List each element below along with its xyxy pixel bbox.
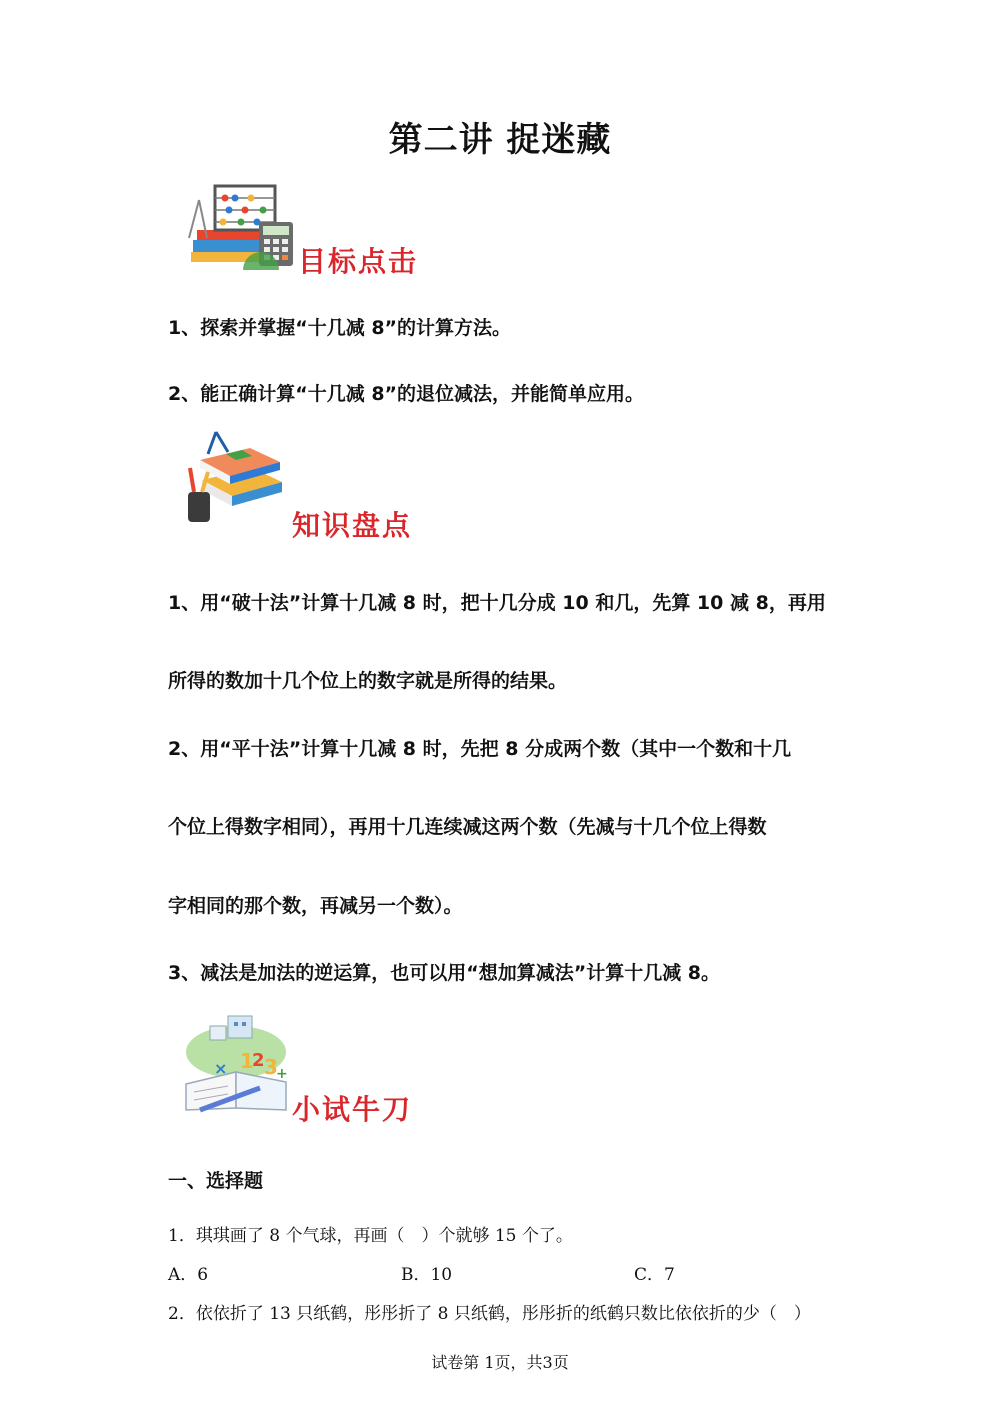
abacus-books-calculator-icon: [185, 180, 300, 272]
question-1-option-b: B．10: [401, 1265, 453, 1285]
question-1-option-c: C．7: [634, 1265, 675, 1285]
svg-text:2: 2: [252, 1050, 265, 1071]
question-1: 1．琪琪画了 8 个气球，再画（ ）个就够 15 个了。: [168, 1226, 573, 1246]
question-section-heading: 一、选择题: [168, 1170, 264, 1192]
page-title: 第二讲 捉迷藏: [388, 120, 612, 160]
svg-text:+: +: [276, 1066, 288, 1082]
knowledge-line-4: 个位上得数字相同），再用十几连续减这两个数（先减与十几个位上得数: [168, 816, 767, 838]
knowledge-line-2: 所得的数加十几个位上的数字就是所得的结果。: [168, 670, 568, 692]
section-label-knowledge: 知识盘点: [292, 509, 413, 542]
page-footer: 试卷第 1页，共3页: [431, 1353, 569, 1372]
goal-item-2: 2、能正确计算“十几减 8”的退位减法，并能简单应用。: [168, 383, 645, 405]
question-1-option-a: A．6: [168, 1265, 209, 1285]
knowledge-line-3: 2、用“平十法”计算十几减 8 时，先把 8 分成两个数（其中一个数和十几: [168, 738, 792, 760]
question-2: 2．依依折了 13 只纸鹤，彤彤折了 8 只纸鹤，彤彤折的纸鹤只数比依依折的少（ ）: [168, 1304, 811, 1324]
knowledge-line-5: 字相同的那个数，再减另一个数）。: [168, 895, 463, 917]
svg-text:1: 1: [240, 1049, 254, 1073]
knowledge-line-6: 3、减法是加法的逆运算，也可以用“想加算减法”计算十几减 8。: [168, 962, 721, 984]
open-book-numbers-icon: [180, 1012, 292, 1116]
section-label-practice: 小试牛刀: [292, 1093, 413, 1126]
section-label-goals: 目标点击: [298, 245, 419, 278]
svg-text:×: ×: [214, 1059, 228, 1078]
knowledge-line-1: 1、用“破十法”计算十几减 8 时，把十几分成 10 和几，先算 10 减 8，再用: [168, 592, 826, 614]
goal-item-1: 1、探索并掌握“十几减 8”的计算方法。: [168, 317, 512, 339]
svg-text:3: 3: [264, 1055, 278, 1079]
stacked-books-pencil-cup-icon: [182, 430, 292, 526]
